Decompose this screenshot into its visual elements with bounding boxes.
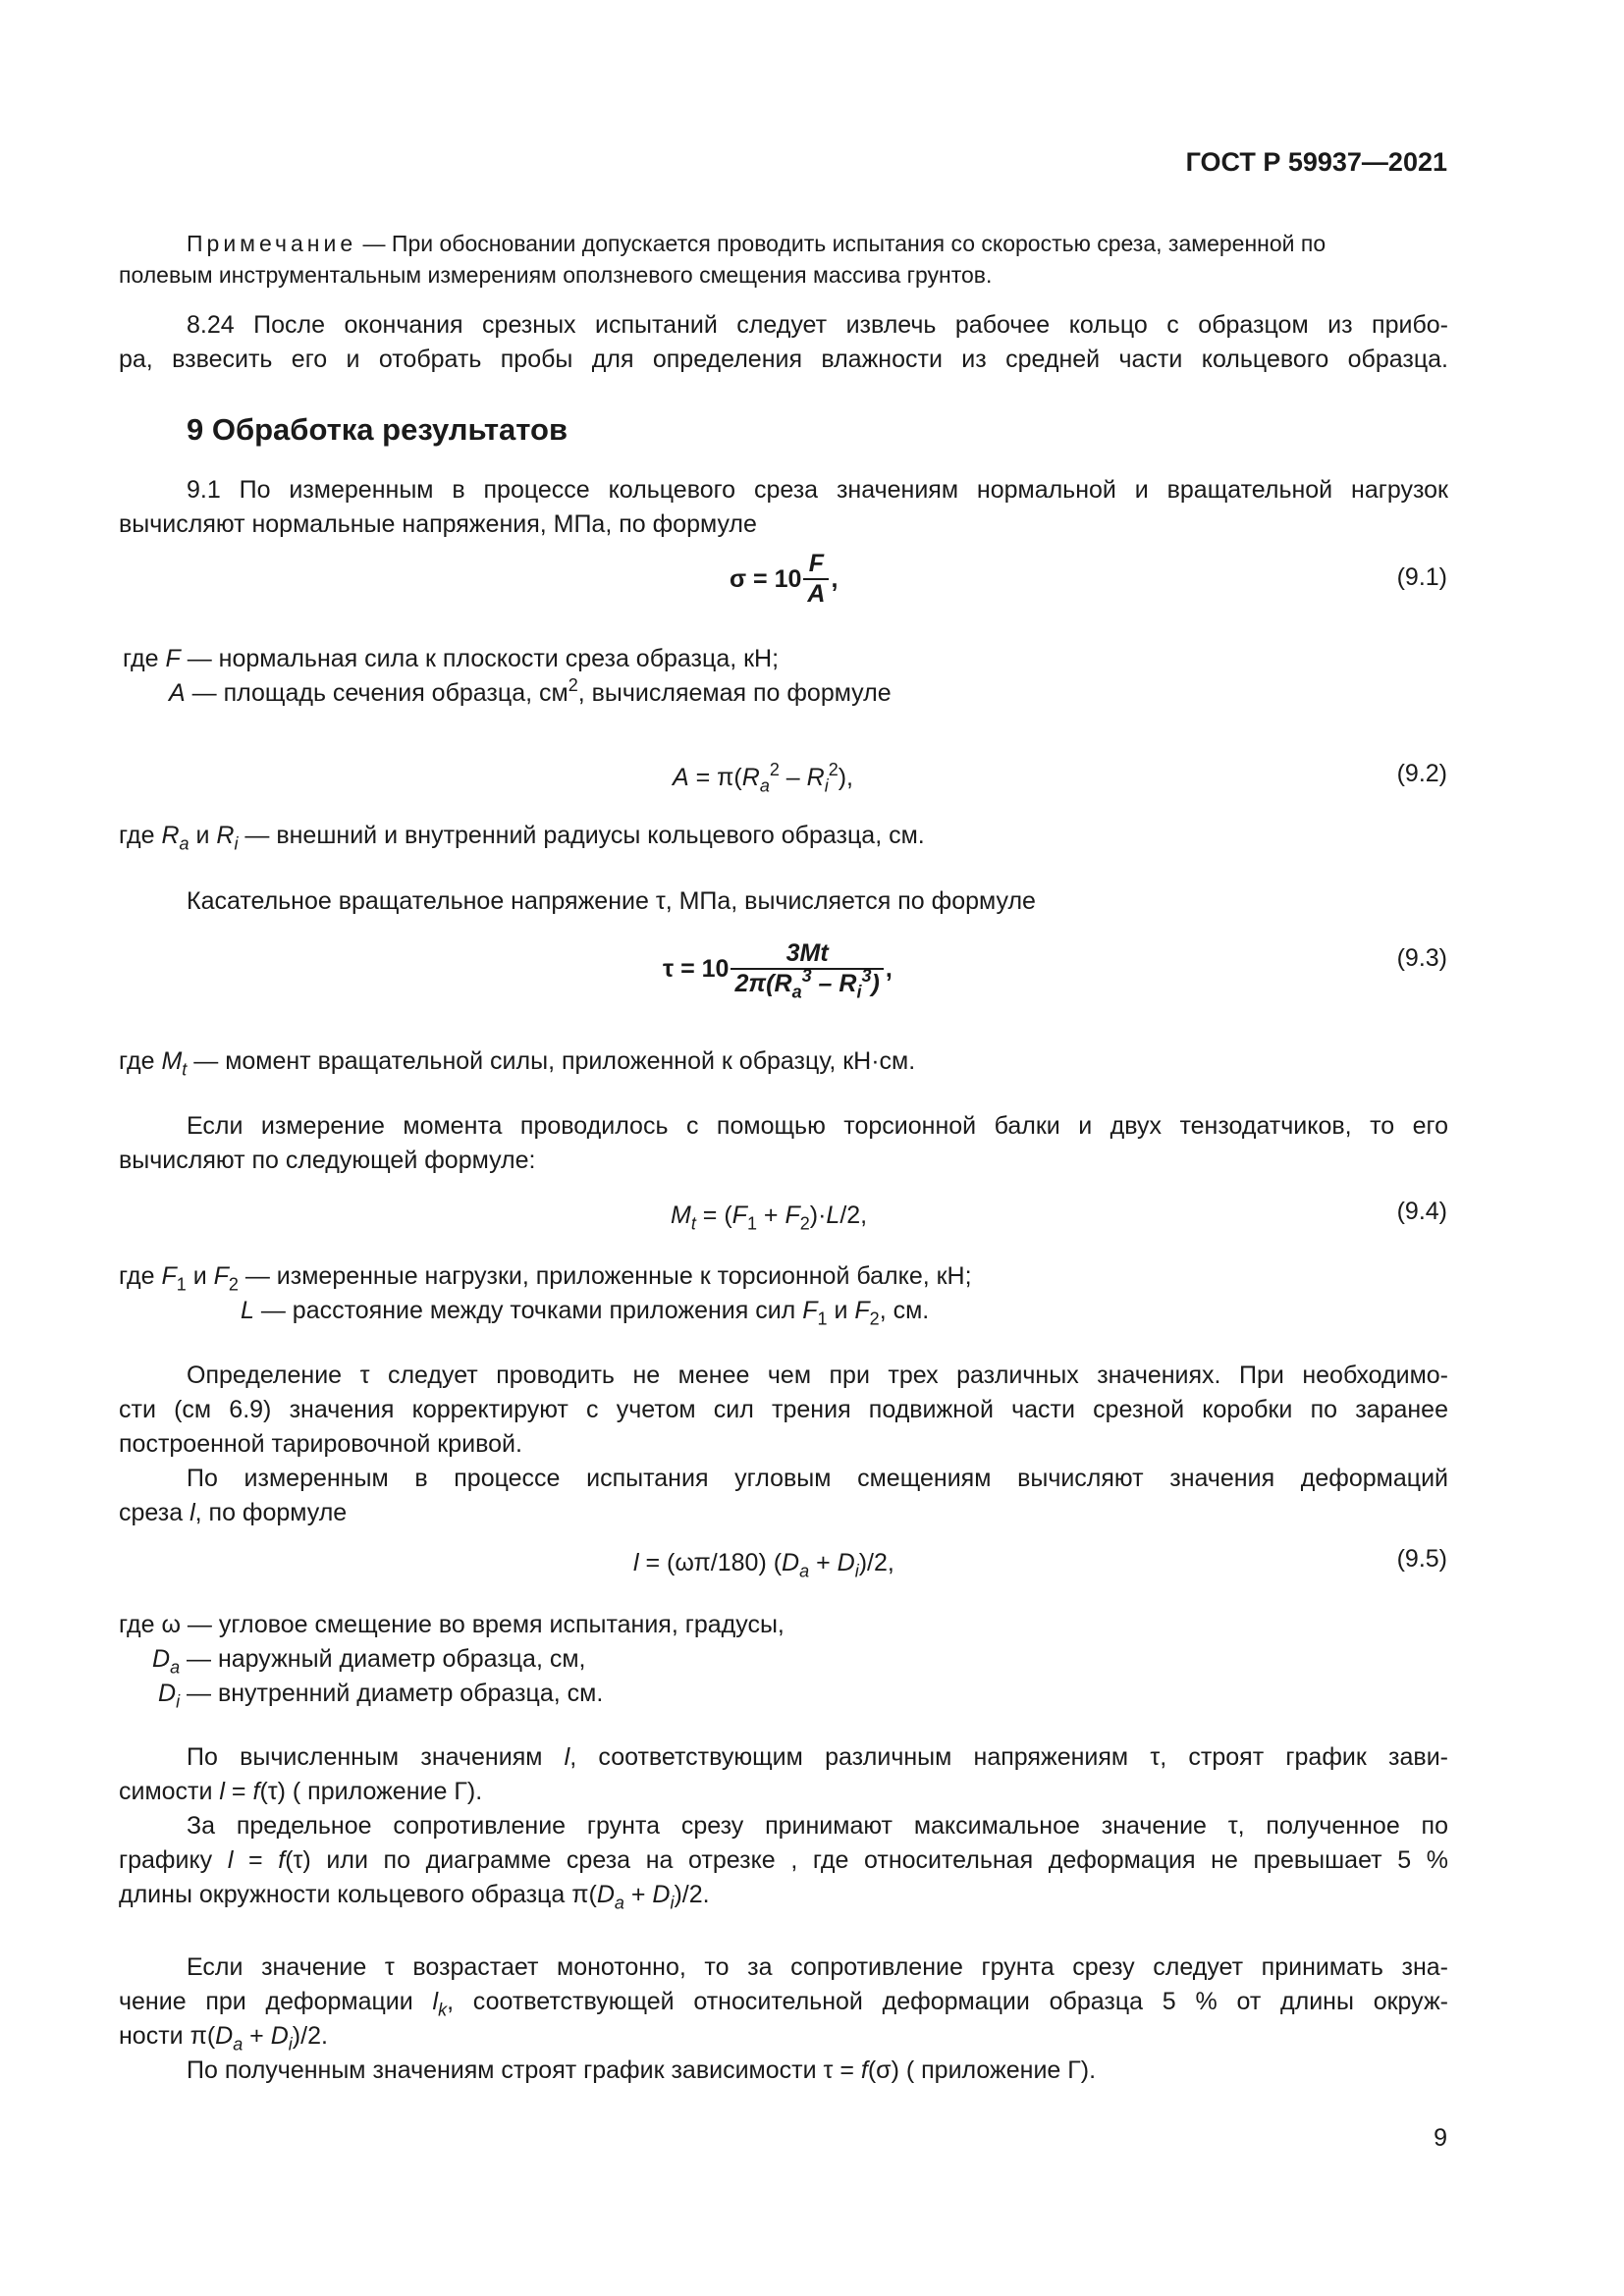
- eq3-den-p1: 3: [801, 966, 812, 987]
- symbol-da-sub: a: [170, 1657, 181, 1678]
- equation-number-9-2: (9.2): [1396, 760, 1447, 787]
- eq3-fraction: [731, 939, 883, 1002]
- pg-5a: длины окружности кольцевого образца π(: [119, 1881, 597, 1908]
- eq3-den-a: 2π(: [734, 970, 775, 997]
- para-def-line-4: По измеренным в процессе испытания угловым смещениям вычисляют значения деформаций: [187, 1465, 1448, 1492]
- where-word-1: где: [123, 645, 159, 672]
- eq2-r2: R: [806, 764, 825, 791]
- pg-1a: По вычисленным значениям: [187, 1743, 565, 1771]
- eq5-l: l: [633, 1549, 639, 1576]
- tau-intro: Касательное вращательное напряжение τ, МПа, вычисляется по формуле: [187, 887, 1036, 915]
- note-line-1: [187, 227, 1326, 260]
- symbol-mt: M: [161, 1047, 183, 1075]
- eq4-f1: F: [731, 1201, 747, 1229]
- symbol-ra: R: [161, 822, 180, 849]
- where-word-2: где: [119, 822, 155, 849]
- where-r-desc: — внешний и внутренний радиусы кольцевого образца, см.: [238, 822, 925, 849]
- where-l-f1: F: [802, 1297, 818, 1324]
- pg-5b: D: [596, 1881, 615, 1908]
- where-word-5: где: [119, 1611, 155, 1638]
- eq5-d2s: i: [854, 1561, 859, 1581]
- eq2-r1: R: [741, 764, 760, 791]
- where-word-4: где: [119, 1262, 155, 1290]
- symbol-omega: ω: [161, 1611, 181, 1638]
- pg-4d: f: [278, 1846, 286, 1874]
- para-mono-line-3: [119, 2018, 328, 2054]
- eq5-plus: +: [809, 1549, 838, 1576]
- pm-3ds: i: [288, 2034, 293, 2055]
- eq3-den-r2: R: [839, 970, 857, 997]
- para-graph-line-5: [119, 1877, 710, 1912]
- eq2-a: A: [673, 764, 689, 791]
- eq3-lhs: τ = 10: [663, 954, 730, 983]
- pm-4b: f: [860, 2056, 868, 2084]
- section-title: 9 Обработка результатов: [187, 412, 568, 447]
- eq1-fraction: [803, 550, 829, 609]
- where-f-line: [123, 641, 779, 676]
- para-def-line-3: построенной тарировочной кривой.: [119, 1430, 522, 1458]
- where-da-desc: — наружный диаметр образца, см,: [180, 1645, 586, 1673]
- para-91-line-2: вычисляют нормальные напряжения, МПа, по формуле: [119, 510, 757, 538]
- para-mono-line-2: [119, 1984, 1448, 2019]
- eq2-eq: = π(: [688, 764, 742, 791]
- eq5-eq: = (ωπ/180) (: [638, 1549, 783, 1576]
- eq4-eq: = (: [695, 1201, 732, 1229]
- eq3-den-s2: i: [856, 982, 862, 1002]
- para-def-line-5: [119, 1495, 347, 1530]
- where-l-line: [241, 1293, 929, 1328]
- pg-2e: (τ) ( приложение Г).: [259, 1778, 483, 1805]
- where-da-line: [152, 1641, 585, 1677]
- pg-5c: +: [623, 1881, 653, 1908]
- eq4-end: )·: [809, 1201, 827, 1229]
- pm-3bs: a: [233, 2034, 244, 2055]
- pm-3c: +: [243, 2022, 271, 2050]
- pg-4c: =: [233, 1846, 279, 1874]
- para-def-line-2: сти (см 6.9) значения корректируют с учетом сил трения подвижной части срезной коробки по заранее: [119, 1396, 1448, 1423]
- para-def-5c: , по формуле: [194, 1499, 348, 1526]
- symbol-mt-sub: t: [182, 1059, 188, 1080]
- pg-4a: графику: [119, 1846, 228, 1874]
- para-def-5b: l: [189, 1499, 195, 1526]
- pg-1b: l: [564, 1743, 570, 1771]
- note-line-2: полевым инструментальным измерениям оползневого смещения массива грунтов.: [119, 262, 993, 288]
- where-a-line: [169, 675, 892, 711]
- symbol-da: D: [152, 1645, 171, 1673]
- eq3-tail: ,: [885, 954, 893, 983]
- where-r-line: [119, 818, 925, 853]
- eq3-den-minus: –: [811, 970, 839, 997]
- pm-3d: D: [270, 2022, 289, 2050]
- where-l-f1s: 1: [817, 1308, 828, 1329]
- eq5-end: )/2,: [858, 1549, 894, 1576]
- para-moment-line-1: Если измерение момента проводилось с помощью торсионной балки и двух тензодатчиков, то его: [187, 1112, 1448, 1140]
- where-m-line: [119, 1043, 915, 1079]
- para-graph-line-1: [187, 1739, 1448, 1775]
- symbol-ri: R: [216, 822, 235, 849]
- eq5-d2: D: [837, 1549, 855, 1576]
- where-a-sup: 2: [568, 675, 578, 696]
- para-def-line-1: Определение τ следует проводить не менее чем при трех различных значениях. При необходимо-: [187, 1362, 1448, 1389]
- equation-9-3: [663, 939, 893, 1002]
- equation-9-4: [671, 1198, 867, 1233]
- pg-5ds: i: [670, 1893, 675, 1913]
- eq4-f2: F: [785, 1201, 800, 1229]
- equation-number-9-4: (9.4): [1396, 1198, 1447, 1225]
- eq4-l: L: [826, 1201, 840, 1229]
- para-mono-line-1: Если значение τ возрастает монотонно, то за сопротивление грунта срезу следует принимать зна-: [187, 1953, 1448, 1981]
- where-f1f2-desc: — измеренные нагрузки, приложенные к торсионной балке, кН;: [238, 1262, 972, 1290]
- eq3-den-end: ): [871, 970, 880, 997]
- where-f-and: и: [186, 1262, 214, 1290]
- page-number: 9: [1434, 2124, 1447, 2152]
- equation-9-1: [730, 550, 838, 609]
- where-f-desc: — нормальная сила к плоскости среза образца, кН;: [187, 645, 780, 672]
- equation-number-9-5: (9.5): [1396, 1545, 1447, 1573]
- eq1-lhs: σ = 10: [730, 564, 802, 593]
- note-text-1: — При обосновании допускается проводить испытания со скоростью среза, замеренной по: [362, 231, 1326, 256]
- symbol-ra-sub: a: [179, 833, 189, 854]
- eq5-d1s: a: [799, 1561, 810, 1581]
- pg-4e: (τ) или по диаграмме среза на отрезке , где относительная деформация не превышает 5 %: [285, 1846, 1449, 1874]
- equation-9-2: [673, 760, 853, 795]
- symbol-f2-sub: 2: [228, 1274, 239, 1295]
- note-label: Примечание: [187, 231, 357, 256]
- where-omega-line: [119, 1607, 785, 1642]
- pm-3b: D: [215, 2022, 234, 2050]
- eq2-minus: –: [779, 764, 807, 791]
- symbol-l: L: [241, 1297, 254, 1324]
- eq2-p1: 2: [769, 760, 780, 780]
- eq4-f1s: 1: [746, 1213, 757, 1234]
- para-graph-line-4: [119, 1842, 1448, 1878]
- eq2-s1: a: [759, 775, 770, 796]
- where-word-3: где: [119, 1047, 155, 1075]
- eq3-numerator: 3Mt: [785, 939, 829, 967]
- eq3-den-s1: a: [791, 982, 802, 1002]
- eq1-tail: ,: [831, 564, 839, 593]
- para-graph-line-3: За предельное сопротивление грунта срезу принимают максимальное значение τ, полученное по: [187, 1812, 1448, 1840]
- pm-4c: (σ) ( приложение Г).: [867, 2056, 1097, 2084]
- where-l-f2: F: [854, 1297, 870, 1324]
- para-moment-line-2: вычисляют по следующей формуле:: [119, 1147, 536, 1174]
- symbol-a: A: [169, 679, 186, 707]
- eq4-tail: /2,: [839, 1201, 868, 1229]
- where-r-and: и: [189, 822, 217, 849]
- where-l-desc-b: , см.: [879, 1297, 930, 1324]
- pm-3e: )/2.: [292, 2022, 328, 2050]
- para-824-line-2: ра, взвесить его и отобрать пробы для определения влажности из средней части кольцевого образца.: [119, 346, 1448, 373]
- eq1-denominator: A: [803, 578, 829, 609]
- eq2-p2: 2: [828, 760, 839, 780]
- para-def-5a: среза: [119, 1499, 190, 1526]
- pg-4b: l: [227, 1846, 234, 1874]
- pm-4a: По полученным значениям строят график зависимости τ =: [187, 2056, 861, 2084]
- symbol-ri-sub: i: [234, 833, 239, 854]
- where-l-desc-a: — расстояние между точками приложения сил: [253, 1297, 803, 1324]
- eq5-d1: D: [782, 1549, 800, 1576]
- where-l-f2s: 2: [869, 1308, 880, 1329]
- where-di-line: [158, 1676, 603, 1711]
- eq1-numerator: F: [808, 550, 825, 577]
- pm-2b: l: [432, 1988, 439, 2015]
- eq4-m: M: [671, 1201, 691, 1229]
- pg-5bs: a: [614, 1893, 624, 1913]
- pm-3a: ности π(: [119, 2022, 216, 2050]
- para-graph-line-2: [119, 1774, 482, 1809]
- eq2-s2: i: [824, 775, 829, 796]
- para-91-line-1: 9.1 По измеренным в процессе кольцевого среза значениям нормальной и вращательной нагрузок: [187, 476, 1448, 504]
- equation-9-5: [633, 1545, 894, 1580]
- eq3-denominator: [731, 966, 883, 1002]
- where-f1f2-line: [119, 1258, 972, 1294]
- pg-2d: f: [252, 1778, 260, 1805]
- eq4-ms: t: [690, 1213, 696, 1234]
- document-code: ГОСТ Р 59937—2021: [1185, 147, 1447, 177]
- eq3-den-p2: 3: [861, 966, 872, 987]
- where-a-desc-2: , вычисляемая по формуле: [577, 679, 892, 707]
- where-m-desc: — момент вращательной силы, приложенной к образцу, кН·см.: [187, 1047, 916, 1075]
- pg-2c: =: [224, 1778, 253, 1805]
- pm-2c: , соответствующей относительной деформации образца 5 % от длины окруж-: [447, 1988, 1449, 2015]
- eq3-den-r1: R: [774, 970, 792, 997]
- eq4-f2s: 2: [799, 1213, 810, 1234]
- pg-1c: , соответствующим различным напряжениям τ, строят график зави-: [569, 1743, 1448, 1771]
- pg-2a: симости: [119, 1778, 220, 1805]
- pm-2bs: k: [438, 2000, 448, 2020]
- equation-number-9-3: (9.3): [1396, 944, 1447, 972]
- equation-number-9-1: (9.1): [1396, 563, 1447, 591]
- para-mono-line-4: [187, 2053, 1096, 2088]
- pg-5d: D: [652, 1881, 671, 1908]
- where-di-desc: — внутренний диаметр образца, см.: [180, 1680, 604, 1707]
- where-a-desc: — площадь сечения образца, см: [191, 679, 568, 707]
- symbol-f2: F: [213, 1262, 229, 1290]
- symbol-di: D: [158, 1680, 177, 1707]
- pg-5e: )/2.: [674, 1881, 710, 1908]
- pg-2b: l: [219, 1778, 225, 1805]
- symbol-di-sub: i: [176, 1691, 181, 1712]
- para-824-line-1: 8.24 После окончания срезных испытаний следует извлечь рабочее кольцо с образцом из прибо-: [187, 311, 1448, 339]
- eq4-plus: +: [756, 1201, 785, 1229]
- where-l-and: и: [827, 1297, 855, 1324]
- pm-2a: чение при деформации: [119, 1988, 433, 2015]
- symbol-f1: F: [161, 1262, 177, 1290]
- symbol-f: F: [165, 645, 181, 672]
- eq2-end: ),: [838, 764, 854, 791]
- where-omega-desc: — угловое смещение во время испытания, градусы,: [180, 1611, 785, 1638]
- symbol-f1-sub: 1: [176, 1274, 187, 1295]
